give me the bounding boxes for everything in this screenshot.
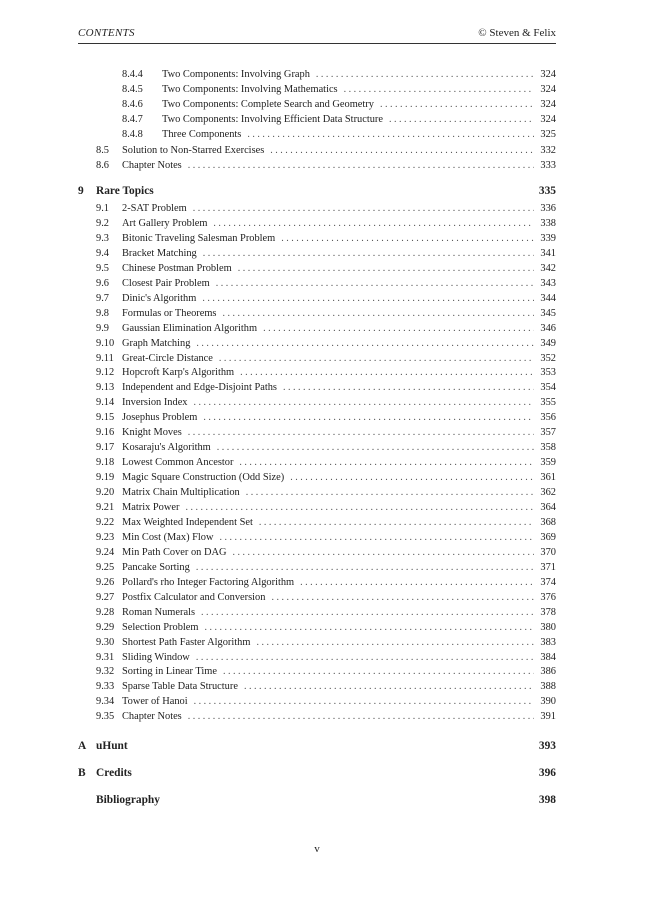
toc-entry[interactable] xyxy=(78,365,556,380)
toc-entry[interactable] xyxy=(78,143,556,158)
dot-leader xyxy=(213,216,534,231)
toc-entry-number: 9.27 xyxy=(96,591,115,603)
toc-entry-title: Min Cost (Max) Flow xyxy=(122,531,214,543)
toc-entry-title: Chapter Notes xyxy=(122,159,182,171)
toc-entry[interactable] xyxy=(78,231,556,246)
toc-entry[interactable] xyxy=(78,709,556,724)
dot-leader xyxy=(188,709,535,724)
toc-entry-number: 9.33 xyxy=(96,681,115,693)
toc-entry-number: 9.29 xyxy=(96,621,115,633)
toc-chapter-entry[interactable] xyxy=(78,793,556,808)
toc-entry-number: 9.30 xyxy=(96,636,115,648)
dot-leader xyxy=(239,455,534,470)
dot-leader xyxy=(256,635,534,650)
toc-entry[interactable] xyxy=(78,470,556,485)
toc-entry-page: 353 xyxy=(540,367,556,379)
toc-entry-page: 391 xyxy=(540,711,556,723)
dot-leader xyxy=(238,261,535,276)
toc-entry-page: 384 xyxy=(540,651,556,663)
dot-leader xyxy=(244,679,534,694)
toc-entry-page: 333 xyxy=(540,159,556,171)
toc-entry[interactable] xyxy=(78,515,556,530)
toc-entry-page: 345 xyxy=(540,307,556,319)
dot-leader xyxy=(193,201,535,216)
toc-entry-page: 344 xyxy=(540,292,556,304)
toc-entry-title: Sliding Window xyxy=(122,651,190,663)
toc-entry-title: Bibliography xyxy=(96,794,160,806)
toc-entry[interactable] xyxy=(78,575,556,590)
dot-leader xyxy=(223,664,534,679)
toc-entry[interactable] xyxy=(78,500,556,515)
toc-chapter-entry[interactable] xyxy=(78,184,556,199)
toc-entry-title: Independent and Edge-Disjoint Paths xyxy=(122,382,277,394)
toc-entry-number: 9.5 xyxy=(96,262,109,274)
dot-leader xyxy=(222,306,534,321)
dot-leader xyxy=(290,470,534,485)
toc-entry-title: Sorting in Linear Time xyxy=(122,666,217,678)
toc-entry-title: Credits xyxy=(96,767,132,779)
toc-entry-page: 374 xyxy=(540,576,556,588)
dot-leader xyxy=(203,410,534,425)
toc-entry-title: Art Gallery Problem xyxy=(122,217,208,229)
toc-entry-title: Chapter Notes xyxy=(122,711,182,723)
toc-entry-page: 358 xyxy=(540,442,556,454)
toc-entry-page: 357 xyxy=(540,427,556,439)
running-header xyxy=(78,27,556,44)
header-section-title: CONTENTS xyxy=(78,27,135,39)
toc-entry-number: 8.4.4 xyxy=(122,69,143,80)
toc-entry-page: 355 xyxy=(540,397,556,409)
toc-entry[interactable] xyxy=(78,158,556,173)
toc-entry-page: 380 xyxy=(540,621,556,633)
toc-entry-number: 9.1 xyxy=(96,203,109,214)
toc-entry[interactable] xyxy=(78,261,556,276)
toc-entry-page: 324 xyxy=(540,99,556,111)
dot-leader xyxy=(185,500,534,515)
toc-entry-number: 9.8 xyxy=(96,307,109,319)
dot-leader xyxy=(204,620,534,635)
toc-entry-page: 336 xyxy=(540,203,556,214)
toc-entry-number: 9.20 xyxy=(96,487,115,499)
toc-entry-number: 9.21 xyxy=(96,502,115,513)
dot-leader xyxy=(344,82,535,97)
toc-entry-title: Lowest Common Ancestor xyxy=(122,457,234,469)
toc-entry-title: 2-SAT Problem xyxy=(122,203,187,214)
toc-entry-title: Dinic's Algorithm xyxy=(122,292,197,304)
dot-leader xyxy=(247,127,534,142)
toc-entry[interactable] xyxy=(78,694,556,709)
toc-entry-title: Knight Moves xyxy=(122,427,182,439)
toc-entry[interactable] xyxy=(78,216,556,231)
toc-entry-title: uHunt xyxy=(96,740,128,752)
toc-entry-page: 354 xyxy=(540,382,556,394)
toc-entry-title: Min Path Cover on DAG xyxy=(122,546,227,558)
toc-entry[interactable] xyxy=(78,635,556,650)
toc-entry-page: 324 xyxy=(540,69,556,80)
toc-entry-page: 393 xyxy=(538,740,556,752)
toc-chapter-entry[interactable] xyxy=(78,766,556,781)
toc-entry-number: 9.14 xyxy=(96,397,115,409)
toc-entry[interactable] xyxy=(78,82,556,97)
toc-entry-number: 9.16 xyxy=(96,427,115,439)
toc-entry-number: 9.12 xyxy=(96,367,115,379)
toc-entry-title: Two Components: Involving Graph xyxy=(162,69,310,80)
toc-entry-title: Rare Topics xyxy=(96,185,154,197)
toc-entry-title: Matrix Power xyxy=(122,502,180,513)
toc-entry[interactable] xyxy=(78,530,556,545)
toc-entry[interactable] xyxy=(78,410,556,425)
dot-leader xyxy=(300,575,534,590)
dot-leader xyxy=(202,291,534,306)
toc-entry-number: 9.34 xyxy=(96,696,115,708)
toc-entry[interactable] xyxy=(78,620,556,635)
dot-leader xyxy=(259,515,535,530)
toc-entry-number: 9.17 xyxy=(96,442,115,454)
dot-leader xyxy=(220,530,535,545)
toc-entry-title: Three Components xyxy=(162,129,242,141)
toc-entry-title: Pancake Sorting xyxy=(122,561,190,573)
toc-entry[interactable] xyxy=(78,664,556,679)
dot-leader xyxy=(201,605,534,620)
toc-entry-page: 369 xyxy=(540,531,556,543)
toc-entry-page: 324 xyxy=(540,114,556,126)
dot-leader xyxy=(203,246,535,261)
dot-leader xyxy=(232,545,534,560)
toc-entry-title: Kosaraju's Algorithm xyxy=(122,442,211,454)
toc-entry-number: 9.24 xyxy=(96,546,115,558)
toc-entry-number: 9.28 xyxy=(96,606,115,618)
dot-leader xyxy=(196,336,534,351)
toc-entry-page: 346 xyxy=(540,322,556,334)
toc-entry-title: Gaussian Elimination Algorithm xyxy=(122,322,258,334)
dot-leader xyxy=(271,590,534,605)
toc-entry-page: 335 xyxy=(538,185,556,197)
dot-leader xyxy=(196,560,535,575)
toc-entry[interactable] xyxy=(78,395,556,410)
toc-entry[interactable] xyxy=(78,679,556,694)
toc-entry-page: 324 xyxy=(540,84,556,96)
toc-entry-number: 9.9 xyxy=(96,322,109,334)
toc-entry-page: 339 xyxy=(540,232,556,244)
dot-leader xyxy=(316,67,535,82)
toc-entry-number: 8.4.6 xyxy=(122,99,143,111)
toc-entry-page: 376 xyxy=(540,591,556,603)
toc-entry-title: Two Components: Involving Efficient Data Structure xyxy=(162,114,383,126)
toc-entry-number: 8.6 xyxy=(96,159,109,171)
toc-entry-title: Bracket Matching xyxy=(122,247,197,259)
dot-leader xyxy=(196,650,535,665)
toc-entry-number: 9 xyxy=(78,185,84,197)
toc-entry[interactable] xyxy=(78,590,556,605)
toc-entry[interactable] xyxy=(78,127,556,142)
toc-entry-title: Pollard's rho Integer Factoring Algorithm xyxy=(122,576,295,588)
toc-entry-number: 9.25 xyxy=(96,561,115,573)
toc-entry-page: 352 xyxy=(540,352,556,364)
dot-leader xyxy=(240,365,534,380)
toc-entry[interactable] xyxy=(78,485,556,500)
toc-entry-title: Roman Numerals xyxy=(122,606,196,618)
toc-entry[interactable] xyxy=(78,650,556,665)
dot-leader xyxy=(219,351,535,366)
toc-entry[interactable] xyxy=(78,97,556,112)
toc-entry[interactable] xyxy=(78,545,556,560)
toc-entry-page: 368 xyxy=(540,516,556,528)
dot-leader xyxy=(216,276,535,291)
toc-entry-page: 341 xyxy=(540,247,556,259)
toc-entry-page: 325 xyxy=(540,129,556,141)
dot-leader xyxy=(380,97,534,112)
toc-entry[interactable] xyxy=(78,605,556,620)
toc-entry[interactable] xyxy=(78,306,556,321)
dot-leader xyxy=(217,440,535,455)
toc-entry[interactable] xyxy=(78,455,556,470)
toc-entry[interactable] xyxy=(78,425,556,440)
toc-entry-page: 342 xyxy=(540,262,556,274)
toc-entry-title: Magic Square Construction (Odd Size) xyxy=(122,472,285,484)
toc-entry-title: Tower of Hanoi xyxy=(122,696,188,708)
toc-entry[interactable] xyxy=(78,560,556,575)
toc-entry-number: B xyxy=(78,767,86,779)
toc-entry-page: 332 xyxy=(540,144,556,156)
toc-entry-number: 9.4 xyxy=(96,247,109,259)
toc-entry-number: 9.7 xyxy=(96,292,109,304)
toc-entry[interactable] xyxy=(78,336,556,351)
dot-leader xyxy=(270,143,534,158)
toc-entry-title: Two Components: Involving Mathematics xyxy=(162,84,338,96)
dot-leader xyxy=(389,112,534,127)
toc-entry-number: A xyxy=(78,740,87,752)
toc-entry-page: 356 xyxy=(540,412,556,424)
toc-entry[interactable] xyxy=(78,440,556,455)
toc-entry-title: Matrix Chain Multiplication xyxy=(122,487,240,499)
toc-entry-number: 9.35 xyxy=(96,711,115,723)
toc-entry-page: 362 xyxy=(540,487,556,499)
toc-entry[interactable] xyxy=(78,276,556,291)
dot-leader xyxy=(194,395,535,410)
toc-entry-number: 9.26 xyxy=(96,576,115,588)
toc-entry-title: Closest Pair Problem xyxy=(122,277,210,289)
toc-entry-number: 8.4.7 xyxy=(122,114,143,126)
page-number: v xyxy=(314,843,320,855)
toc-entry-number: 8.5 xyxy=(96,144,109,156)
toc-entry-number: 8.4.8 xyxy=(122,129,143,141)
toc-entry-title: Selection Problem xyxy=(122,621,199,633)
toc-entry-page: 343 xyxy=(540,277,556,289)
toc-entry-title: Chinese Postman Problem xyxy=(122,262,232,274)
toc-entry-number: 9.6 xyxy=(96,277,109,289)
dot-leader xyxy=(188,425,535,440)
toc-entry-page: 371 xyxy=(540,561,556,573)
toc-entry-title: Inversion Index xyxy=(122,397,188,409)
toc-entry-number: 9.11 xyxy=(96,352,114,364)
toc-entry-title: Formulas or Theorems xyxy=(122,307,217,319)
dot-leader xyxy=(263,321,534,336)
toc-entry-number: 9.22 xyxy=(96,516,115,528)
toc-entry[interactable] xyxy=(78,351,556,366)
toc-entry[interactable] xyxy=(78,321,556,336)
toc-entry-number: 9.19 xyxy=(96,472,115,484)
toc-entry-title: Solution to Non-Starred Exercises xyxy=(122,144,265,156)
toc-entry-number: 9.2 xyxy=(96,217,109,229)
toc-entry-number: 9.15 xyxy=(96,412,115,424)
dot-leader xyxy=(281,231,534,246)
toc-entry-page: 338 xyxy=(540,217,556,229)
dot-leader xyxy=(188,158,535,173)
toc-entry-page: 390 xyxy=(540,696,556,708)
toc-entry-title: Hopcroft Karp's Algorithm xyxy=(122,367,235,379)
toc-entry[interactable] xyxy=(78,201,556,216)
toc-entry-number: 9.32 xyxy=(96,666,115,678)
toc-entry-title: Josephus Problem xyxy=(122,412,198,424)
toc-entry-page: 378 xyxy=(540,606,556,618)
toc-entry-number: 9.18 xyxy=(96,457,115,469)
toc-entry-page: 359 xyxy=(540,457,556,469)
toc-entry-page: 370 xyxy=(540,546,556,558)
dot-leader xyxy=(246,485,535,500)
dot-leader xyxy=(194,694,535,709)
toc-entry-page: 383 xyxy=(540,636,556,648)
toc-entry-page: 349 xyxy=(540,337,556,349)
toc-entry[interactable] xyxy=(78,246,556,261)
toc-entry[interactable] xyxy=(78,67,556,82)
toc-entry-page: 398 xyxy=(538,794,556,806)
toc-entry-page: 361 xyxy=(540,472,556,484)
toc-entry-number: 8.4.5 xyxy=(122,84,143,96)
toc-entry-title: Great-Circle Distance xyxy=(122,352,213,364)
toc-entry-title: Graph Matching xyxy=(122,337,191,349)
toc-entry-title: Shortest Path Faster Algorithm xyxy=(122,636,251,648)
toc-entry-title: Max Weighted Independent Set xyxy=(122,516,253,528)
toc-entry[interactable] xyxy=(78,291,556,306)
toc-entry-title: Sparse Table Data Structure xyxy=(122,681,238,693)
toc-entry-title: Postfix Calculator and Conversion xyxy=(122,591,266,603)
toc-entry-page: 364 xyxy=(540,502,556,513)
toc-entry[interactable] xyxy=(78,380,556,395)
toc-entry-title: Two Components: Complete Search and Geometry xyxy=(162,99,374,111)
toc-entry-title: Bitonic Traveling Salesman Problem xyxy=(122,232,276,244)
toc-entry-page: 396 xyxy=(538,767,556,779)
header-author: © Steven & Felix xyxy=(478,27,556,39)
toc-entry-number: 9.13 xyxy=(96,382,115,394)
toc-entry-page: 388 xyxy=(540,681,556,693)
document-page xyxy=(78,0,556,900)
toc-entry-page: 386 xyxy=(540,666,556,678)
toc-entry-number: 9.3 xyxy=(96,232,109,244)
toc-entry[interactable] xyxy=(78,112,556,127)
toc-entry-number: 9.23 xyxy=(96,531,115,543)
toc-entry-number: 9.31 xyxy=(96,651,115,663)
toc-chapter-entry[interactable] xyxy=(78,739,556,754)
toc-entry-number: 9.10 xyxy=(96,337,115,349)
dot-leader xyxy=(283,380,534,395)
